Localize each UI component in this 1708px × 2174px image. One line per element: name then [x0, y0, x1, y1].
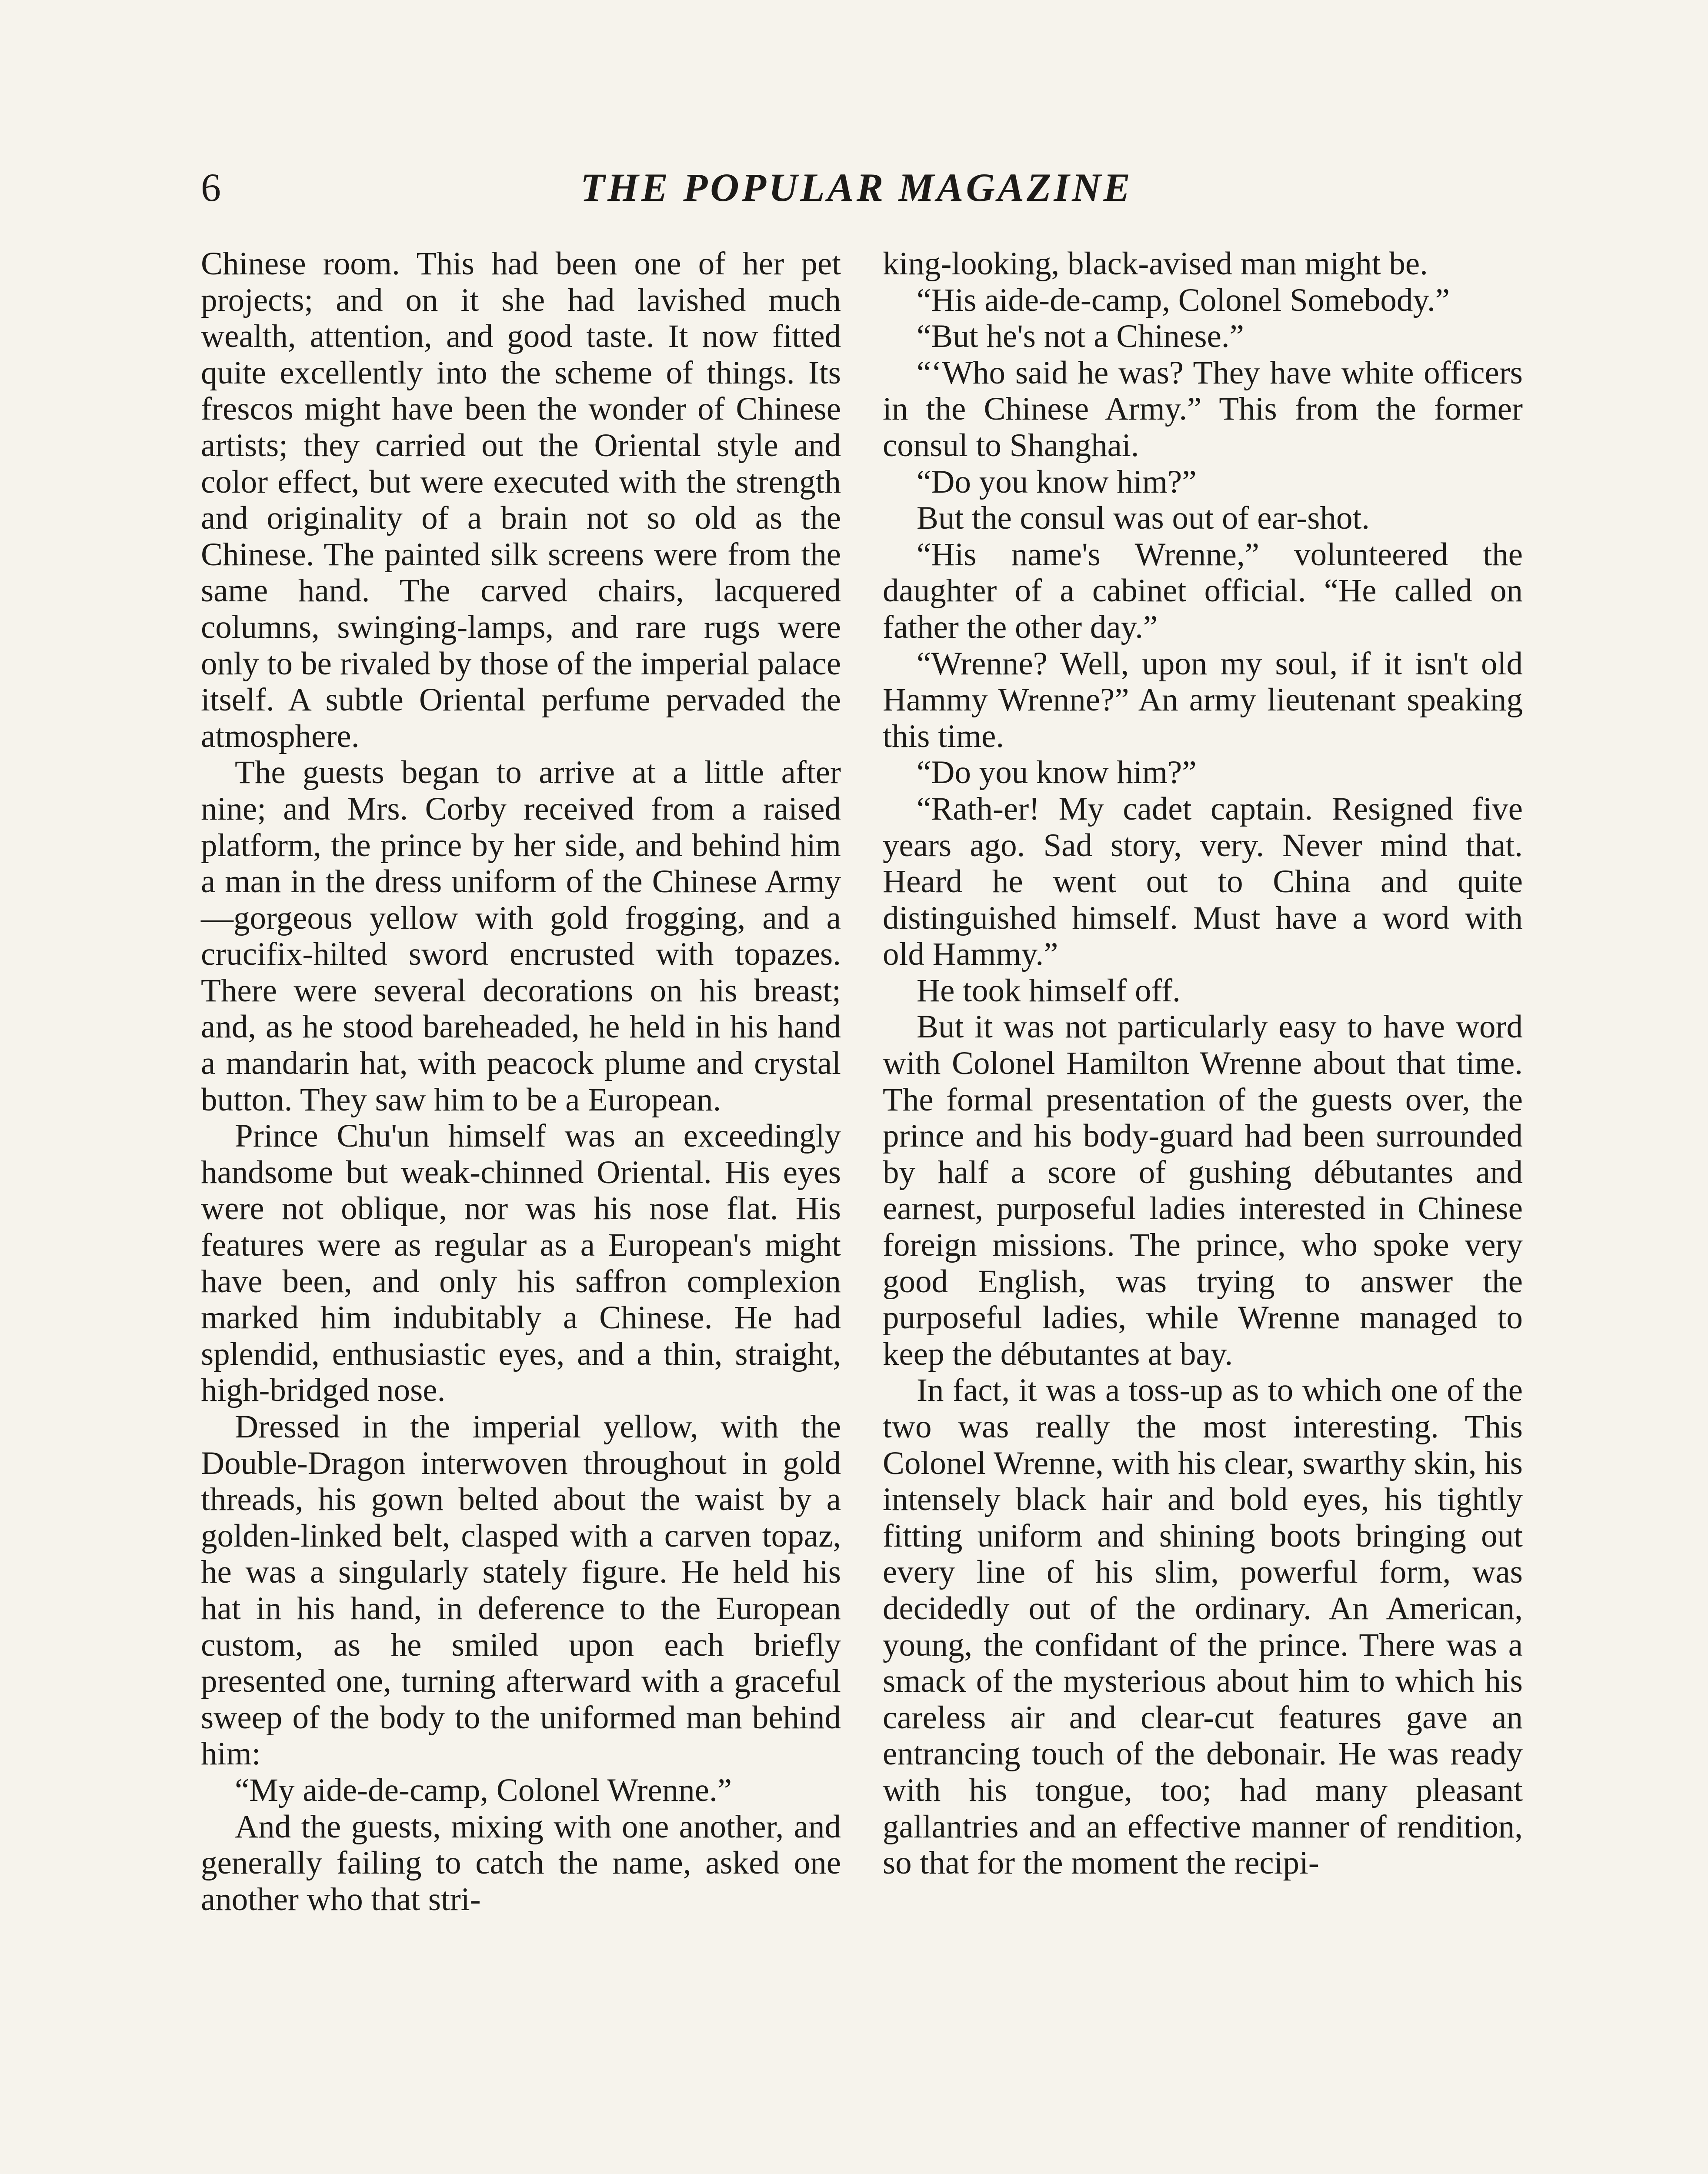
page-number: 6 [201, 165, 221, 210]
running-title: THE POPULAR MAGAZINE [580, 165, 1133, 210]
paragraph: “Rath-er! My cadet captain. Resigned five years ago. Sad story, very. Never mind that. Heard he went out to China and quite distinguished himself. Must have a word with old Hammy.” [883, 790, 1523, 973]
paragraph: Chinese room. This had been one of her pet projects; and on it she had lavished much wealth, attention, and good taste. It now fitted quite excellently into the scheme of things. Its frescos might have been the wonder of Chinese artists; they carried out the Oriental style and color effect, but were executed with the strength and originality of a brain not so old as the Chinese. The painted silk screens were from the same hand. The carved chairs, lacquered columns, swinging-lamps, and rare rugs were only to be rivaled by those of the imperial palace itself. A subtle Oriental perfume pervaded the atmosphere. [201, 246, 841, 754]
paragraph: “His name's Wrenne,” volunteered the daughter of a cabinet official. “He called on father the other day.” [883, 536, 1523, 645]
paragraph: Dressed in the imperial yellow, with the Double-Dragon interwoven throughout in gold threads, his gown belted about the waist by a golden-linked belt, clasped with a carven topaz, he was a singularly stately figure. He held his hat in his hand, in deference to the European custom, as he smiled upon each briefly presented one, turning afterward with a graceful sweep of the body to the uniformed man behind him: [201, 1409, 841, 1772]
paragraph: king-looking, black-avised man might be. [883, 246, 1428, 282]
paragraph: “Wrenne? Well, upon my soul, if it isn't old Hammy Wrenne?” An army lieutenant speaking this time. [883, 645, 1523, 754]
left-column [201, 246, 841, 1917]
paragraph: Prince Chu'un himself was an exceedingly handsome but weak-chinned Oriental. His eyes were not oblique, nor was his nose flat. His features were as regular as a European's might have been, and only his saffron complexion marked him indubitably a Chinese. He had splendid, enthusiastic eyes, and a thin, straight, high-bridged nose. [201, 1118, 841, 1409]
paragraph: He took himself off. [917, 972, 1181, 1009]
paragraph: In fact, it was a toss-up as to which one of the two was really the most interesting. This Colonel Wrenne, with his clear, swarthy skin, his intensely black hair and bold eyes, his tightly fitting uniform and shining boots bringing out every line of his slim, powerful form, was decidedly out of the ordinary. An American, young, the confidant of the prince. There was a smack of the mysterious about him to which his careless air and clear-cut features gave an entrancing touch of the debonair. He was ready with his tongue, too; had many pleasant gallantries and an effective manner of rendition, so that for the moment the recipi- [883, 1372, 1523, 1881]
paragraph: “My aide-de-camp, Colonel Wrenne.” [235, 1772, 732, 1808]
paragraph: And the guests, mixing with one another, and generally failing to catch the name, asked one another who that stri- [201, 1808, 841, 1917]
paragraph: But it was not particularly easy to have word with Colonel Hamilton Wrenne about that time. The formal presentation of the guests over, the prince and his body-guard had been surrounded by half a score of gushing débutantes and earnest, purposeful ladies interested in Chinese foreign missions. The prince, who spoke very good English, was trying to answer the purposeful ladies, while Wrenne managed to keep the débutantes at bay. [883, 1009, 1523, 1372]
paragraph: “His aide-de-camp, Colonel Somebody.” [917, 282, 1450, 318]
paragraph: “‘Who said he was? They have white officers in the Chinese Army.” This from the former consul to Shanghai. [883, 354, 1523, 463]
paragraph: “But he's not a Chinese.” [917, 318, 1244, 355]
paragraph: But the consul was out of ear-shot. [917, 500, 1370, 537]
paragraph: “Do you know him?” [917, 754, 1197, 791]
paragraph: The guests began to arrive at a little after nine; and Mrs. Corby received from a raised platform, the prince by her side, and behind him a man in the dress uniform of the Chinese Army—gorgeous yellow with gold frogging, and a crucifix-hilted sword encrusted with topazes. There were several decorations on his breast; and, as he stood bareheaded, he held in his hand a mandarin hat, with peacock plume and crystal button. They saw him to be a European. [201, 754, 841, 1118]
right-column [883, 246, 1523, 1881]
paragraph: “Do you know him?” [917, 463, 1197, 500]
